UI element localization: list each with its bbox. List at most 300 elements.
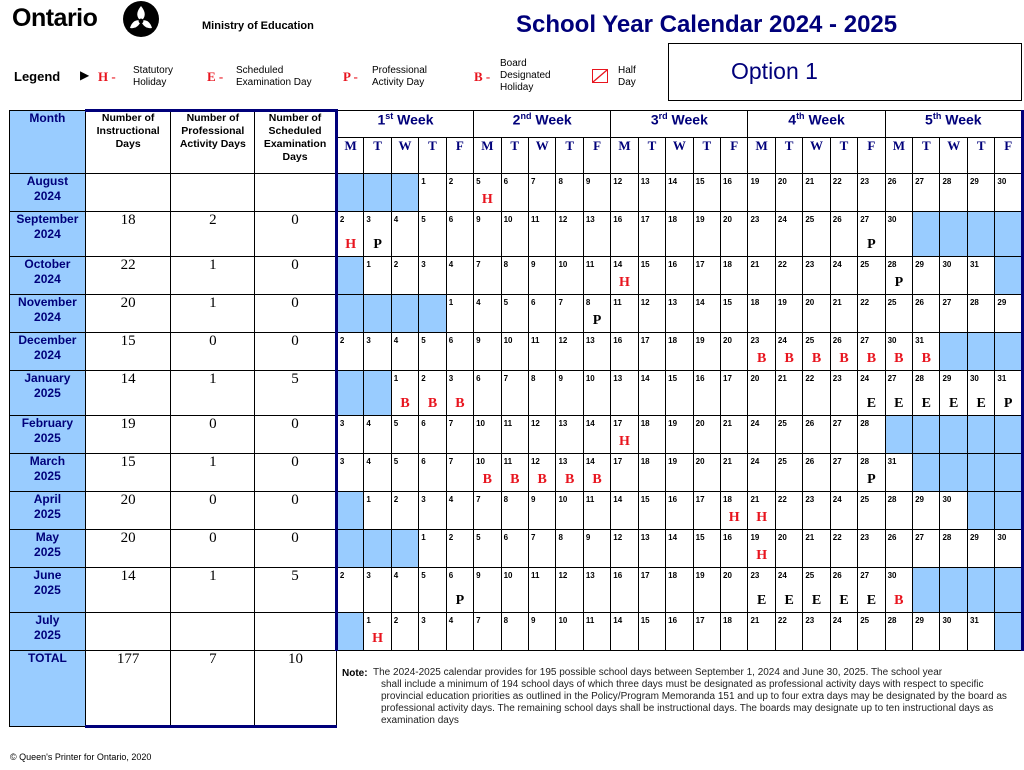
note-rest: shall include a minimum of 194 school days of which three days must be designated as professional activity days with respect to specific provincial education priorities as outlined in the Policy/Program Memoranda 151 and up to four extra days may be designated by the board as professional activity days. The remaining school days shall be instructional days. The boards may designate up to ten instructional days as examination days xyxy=(381,679,1007,726)
day-cell xyxy=(885,454,912,492)
day-number: 9 xyxy=(530,616,536,625)
day-cell xyxy=(446,333,473,371)
empty-day-cell xyxy=(364,530,391,568)
day-number: 4 xyxy=(393,336,399,345)
month-row xyxy=(10,492,1023,530)
day-number: 28 xyxy=(887,495,897,504)
day-cell xyxy=(967,613,994,651)
day-cell xyxy=(803,333,830,371)
day-number: 11 xyxy=(585,260,595,269)
day-cell xyxy=(885,371,912,416)
legend-label: Legend xyxy=(14,69,61,84)
day-number: 31 xyxy=(969,616,979,625)
day-number: 16 xyxy=(613,571,623,580)
day-number: 6 xyxy=(421,457,426,466)
day-number: 25 xyxy=(777,419,787,428)
day-cell xyxy=(803,416,830,454)
day-cell xyxy=(830,174,857,212)
day-cell xyxy=(748,492,775,530)
day-cell xyxy=(775,492,802,530)
week-suffix: st xyxy=(385,111,394,121)
day-number: 26 xyxy=(832,571,842,580)
month-label: January xyxy=(24,371,71,385)
day-cell xyxy=(666,371,693,416)
day-number: 9 xyxy=(558,374,563,383)
day-cell xyxy=(803,371,830,416)
day-cell xyxy=(885,333,912,371)
day-number: 11 xyxy=(530,571,540,580)
day-cell xyxy=(556,212,583,257)
empty-day-cell xyxy=(995,257,1023,295)
day-cell xyxy=(666,416,693,454)
day-number: 7 xyxy=(558,298,563,307)
day-number: 3 xyxy=(421,495,426,504)
day-cell xyxy=(913,257,940,295)
day-number: 18 xyxy=(668,336,678,345)
day-cell xyxy=(913,530,940,568)
day-cell xyxy=(556,295,583,333)
weekday-header: M xyxy=(611,138,638,174)
day-cell xyxy=(336,454,363,492)
month-year: 2024 xyxy=(34,272,61,286)
month-row xyxy=(10,416,1023,454)
day-cell xyxy=(721,174,748,212)
day-number: 30 xyxy=(887,336,897,345)
day-number: 13 xyxy=(640,177,650,186)
empty-day-cell xyxy=(940,333,967,371)
day-number: 1 xyxy=(421,177,426,186)
day-cell xyxy=(721,257,748,295)
day-cell xyxy=(391,212,418,257)
empty-day-cell xyxy=(967,333,994,371)
day-cell xyxy=(611,530,638,568)
day-number: 23 xyxy=(832,374,842,383)
day-cell xyxy=(830,568,857,613)
day-number: 8 xyxy=(503,260,509,269)
day-number: 1 xyxy=(366,260,371,269)
month-year: 2025 xyxy=(34,431,61,445)
day-cell xyxy=(666,333,693,371)
day-number: 29 xyxy=(969,177,979,186)
day-number: 13 xyxy=(585,571,595,580)
day-number: 30 xyxy=(997,177,1007,186)
day-number: 3 xyxy=(339,457,345,466)
day-number: 10 xyxy=(585,374,595,383)
day-number: 19 xyxy=(668,457,678,466)
day-number: 3 xyxy=(366,571,371,580)
day-cell xyxy=(885,212,912,257)
weekday-header: W xyxy=(940,138,967,174)
day-number: 22 xyxy=(832,177,842,186)
day-number: 19 xyxy=(750,533,760,542)
day-code: E xyxy=(866,593,877,608)
day-number: 21 xyxy=(805,533,815,542)
day-cell xyxy=(858,174,885,212)
day-number: 29 xyxy=(997,298,1007,307)
day-number: 24 xyxy=(832,260,842,269)
day-cell xyxy=(419,492,446,530)
day-number: 26 xyxy=(832,336,842,345)
day-number: 27 xyxy=(915,177,924,186)
day-number: 24 xyxy=(777,215,787,224)
day-number: 28 xyxy=(942,533,952,542)
day-number: 22 xyxy=(777,616,787,625)
page-title: School Year Calendar 2024 - 2025 xyxy=(516,11,898,38)
day-number: 27 xyxy=(887,374,897,383)
exam-days-header: Number of Scheduled Examination Days xyxy=(255,111,337,174)
month-year: 2025 xyxy=(34,628,61,642)
day-cell xyxy=(858,333,885,371)
empty-day-cell xyxy=(419,295,446,333)
day-cell xyxy=(556,333,583,371)
day-number: 20 xyxy=(750,374,760,383)
day-number: 18 xyxy=(723,616,732,625)
day-cell xyxy=(693,613,720,651)
month-year: 2025 xyxy=(34,545,61,559)
day-number: 6 xyxy=(448,571,454,580)
day-number: 18 xyxy=(723,495,732,504)
day-cell xyxy=(556,416,583,454)
day-code: E xyxy=(921,396,931,411)
day-number: 14 xyxy=(668,533,678,542)
day-number: 9 xyxy=(585,177,591,186)
day-cell xyxy=(666,568,693,613)
day-number: 9 xyxy=(476,571,481,580)
day-number: 7 xyxy=(448,419,454,428)
day-number: 11 xyxy=(585,616,595,625)
day-number: 22 xyxy=(860,298,870,307)
day-number: 6 xyxy=(530,298,536,307)
day-cell xyxy=(885,613,912,651)
day-number: 20 xyxy=(695,419,705,428)
day-number: 2 xyxy=(393,495,399,504)
day-code: P xyxy=(455,593,465,608)
week-header-5 xyxy=(885,111,1022,138)
day-cell xyxy=(638,613,665,651)
month-label: October xyxy=(24,257,71,271)
day-cell xyxy=(419,613,446,651)
count-prof xyxy=(171,613,255,651)
day-cell xyxy=(528,454,555,492)
empty-day-cell xyxy=(364,174,391,212)
day-cell xyxy=(638,174,665,212)
day-cell xyxy=(419,454,446,492)
day-cell xyxy=(748,416,775,454)
month-name xyxy=(10,333,86,371)
day-cell xyxy=(583,212,610,257)
day-number: 31 xyxy=(887,457,897,466)
empty-day-cell xyxy=(995,568,1023,613)
day-cell xyxy=(748,174,775,212)
day-number: 23 xyxy=(805,495,815,504)
count-instr: 15 xyxy=(85,333,171,371)
day-cell xyxy=(885,257,912,295)
day-number: 12 xyxy=(530,457,540,466)
day-cell xyxy=(830,257,857,295)
day-cell xyxy=(721,613,748,651)
day-cell xyxy=(638,212,665,257)
day-number: 20 xyxy=(695,457,705,466)
day-cell xyxy=(501,371,528,416)
day-code: P xyxy=(1003,396,1013,411)
day-number: 14 xyxy=(613,616,623,625)
week-header-2 xyxy=(474,111,611,138)
weekday-header: T xyxy=(556,138,583,174)
empty-day-cell xyxy=(995,416,1023,454)
month-row xyxy=(10,454,1023,492)
day-cell xyxy=(803,613,830,651)
day-number: 16 xyxy=(723,533,732,542)
day-cell xyxy=(501,454,528,492)
month-year: 2024 xyxy=(34,310,61,324)
day-cell xyxy=(638,492,665,530)
day-cell xyxy=(995,295,1023,333)
day-cell xyxy=(611,295,638,333)
day-cell xyxy=(391,416,418,454)
day-number: 16 xyxy=(668,495,678,504)
weekday-header: M xyxy=(336,138,363,174)
month-label: April xyxy=(33,492,62,506)
day-cell xyxy=(775,174,802,212)
day-cell xyxy=(501,613,528,651)
day-cell xyxy=(528,295,555,333)
weekday-header: W xyxy=(528,138,555,174)
day-number: 21 xyxy=(777,374,787,383)
day-cell xyxy=(775,371,802,416)
day-number: 30 xyxy=(969,374,979,383)
day-number: 24 xyxy=(777,336,787,345)
day-cell xyxy=(803,212,830,257)
day-cell xyxy=(775,613,802,651)
day-cell xyxy=(830,613,857,651)
day-code: E xyxy=(866,396,877,411)
day-number: 26 xyxy=(805,419,815,428)
weekday-header: F xyxy=(995,138,1023,174)
day-number: 11 xyxy=(585,495,595,504)
day-number: 10 xyxy=(503,336,513,345)
day-number: 17 xyxy=(640,571,650,580)
day-cell xyxy=(638,568,665,613)
day-number: 29 xyxy=(969,533,979,542)
day-cell xyxy=(721,416,748,454)
day-cell xyxy=(693,212,720,257)
day-number: 4 xyxy=(476,298,481,307)
day-cell xyxy=(693,333,720,371)
empty-day-cell xyxy=(967,454,994,492)
day-cell xyxy=(611,454,638,492)
day-number: 20 xyxy=(777,533,787,542)
day-cell xyxy=(611,212,638,257)
day-cell xyxy=(858,492,885,530)
day-cell xyxy=(528,371,555,416)
day-cell xyxy=(474,212,501,257)
day-number: 7 xyxy=(530,533,536,542)
day-cell xyxy=(391,613,418,651)
day-cell xyxy=(611,174,638,212)
empty-day-cell xyxy=(391,295,418,333)
day-number: 10 xyxy=(476,457,485,466)
day-number: 28 xyxy=(860,419,870,428)
day-cell xyxy=(364,212,391,257)
count-exam: 0 xyxy=(255,530,337,568)
day-cell xyxy=(693,454,720,492)
count-instr: 19 xyxy=(85,416,171,454)
month-name xyxy=(10,295,86,333)
day-cell xyxy=(364,333,391,371)
trillium-logo-icon xyxy=(122,0,160,38)
day-cell xyxy=(583,333,610,371)
day-cell xyxy=(940,371,967,416)
month-name xyxy=(10,212,86,257)
day-cell xyxy=(913,492,940,530)
day-cell xyxy=(803,174,830,212)
day-number: 25 xyxy=(860,260,870,269)
day-cell xyxy=(391,257,418,295)
day-number: 12 xyxy=(613,177,623,186)
day-number: 27 xyxy=(860,215,870,224)
day-cell xyxy=(638,454,665,492)
day-cell xyxy=(556,568,583,613)
day-number: 5 xyxy=(503,298,509,307)
day-number: 21 xyxy=(750,616,760,625)
day-cell xyxy=(611,613,638,651)
day-number: 1 xyxy=(421,533,426,542)
day-cell xyxy=(748,530,775,568)
empty-day-cell xyxy=(913,568,940,613)
day-number: 16 xyxy=(613,215,623,224)
day-cell xyxy=(501,416,528,454)
empty-day-cell xyxy=(391,174,418,212)
day-cell xyxy=(721,568,748,613)
weekday-header: F xyxy=(721,138,748,174)
day-number: 19 xyxy=(695,571,705,580)
day-code: H xyxy=(345,237,357,252)
day-number: 25 xyxy=(805,336,815,345)
day-cell xyxy=(501,333,528,371)
day-cell xyxy=(803,568,830,613)
day-cell xyxy=(913,371,940,416)
day-number: 5 xyxy=(421,571,426,580)
count-instr: 15 xyxy=(85,454,171,492)
legend-text-board: Board Designated Holiday xyxy=(500,58,551,93)
note-label: Note: xyxy=(342,668,368,679)
day-code: H xyxy=(756,510,768,525)
legend-code-exam: E - xyxy=(207,69,224,84)
count-instr xyxy=(85,174,171,212)
day-cell xyxy=(803,530,830,568)
day-cell xyxy=(693,568,720,613)
day-number: 3 xyxy=(421,616,426,625)
day-cell xyxy=(775,568,802,613)
day-cell xyxy=(446,568,473,613)
day-cell xyxy=(638,371,665,416)
day-number: 12 xyxy=(530,419,540,428)
day-number: 29 xyxy=(915,495,924,504)
day-cell xyxy=(583,257,610,295)
day-cell xyxy=(419,257,446,295)
day-number: 6 xyxy=(448,215,454,224)
day-code: B xyxy=(482,472,492,487)
day-number: 1 xyxy=(366,616,371,625)
day-cell xyxy=(583,174,610,212)
day-cell xyxy=(995,530,1023,568)
day-cell xyxy=(666,530,693,568)
weekday-header: F xyxy=(446,138,473,174)
day-number: 8 xyxy=(503,616,509,625)
day-number: 10 xyxy=(503,571,513,580)
day-cell xyxy=(748,212,775,257)
day-number: 10 xyxy=(558,260,568,269)
empty-day-cell xyxy=(336,492,363,530)
day-number: 10 xyxy=(558,616,568,625)
month-name xyxy=(10,257,86,295)
day-number: 4 xyxy=(393,215,399,224)
month-row xyxy=(10,257,1023,295)
day-number: 27 xyxy=(942,298,952,307)
day-cell xyxy=(830,212,857,257)
day-number: 16 xyxy=(668,616,678,625)
day-cell xyxy=(336,333,363,371)
day-number: 14 xyxy=(668,177,678,186)
day-cell xyxy=(583,492,610,530)
day-cell xyxy=(858,454,885,492)
total-exam: 10 xyxy=(255,651,337,727)
day-number: 19 xyxy=(777,298,787,307)
weekday-header: T xyxy=(638,138,665,174)
day-cell xyxy=(830,492,857,530)
day-code: P xyxy=(592,313,602,328)
day-cell xyxy=(913,295,940,333)
week-number: 3 xyxy=(650,111,659,128)
day-cell xyxy=(858,257,885,295)
day-code: B xyxy=(537,472,547,487)
day-number: 31 xyxy=(915,336,924,345)
month-row xyxy=(10,568,1023,613)
weekday-header: T xyxy=(693,138,720,174)
day-cell xyxy=(391,492,418,530)
day-cell xyxy=(693,530,720,568)
legend-code-board: B - xyxy=(474,69,491,84)
day-number: 17 xyxy=(695,616,705,625)
day-number: 12 xyxy=(558,571,568,580)
day-number: 16 xyxy=(723,177,732,186)
legend-text-half-day: Half Day xyxy=(618,65,636,88)
day-number: 10 xyxy=(558,495,568,504)
day-cell xyxy=(775,295,802,333)
day-code: E xyxy=(976,396,986,411)
day-code: B xyxy=(400,396,410,411)
day-cell xyxy=(638,257,665,295)
day-number: 22 xyxy=(832,533,842,542)
day-cell xyxy=(474,492,501,530)
day-cell xyxy=(419,212,446,257)
day-number: 5 xyxy=(421,336,426,345)
empty-day-cell xyxy=(885,416,912,454)
month-row xyxy=(10,371,1023,416)
day-number: 17 xyxy=(695,260,705,269)
day-cell xyxy=(693,492,720,530)
day-number: 24 xyxy=(832,616,842,625)
day-number: 13 xyxy=(585,215,595,224)
day-number: 26 xyxy=(887,177,897,186)
day-number: 27 xyxy=(915,533,924,542)
day-number: 28 xyxy=(887,260,897,269)
day-number: 1 xyxy=(448,298,454,307)
empty-day-cell xyxy=(336,295,363,333)
day-number: 25 xyxy=(860,495,870,504)
day-number: 30 xyxy=(997,533,1007,542)
day-cell xyxy=(666,613,693,651)
